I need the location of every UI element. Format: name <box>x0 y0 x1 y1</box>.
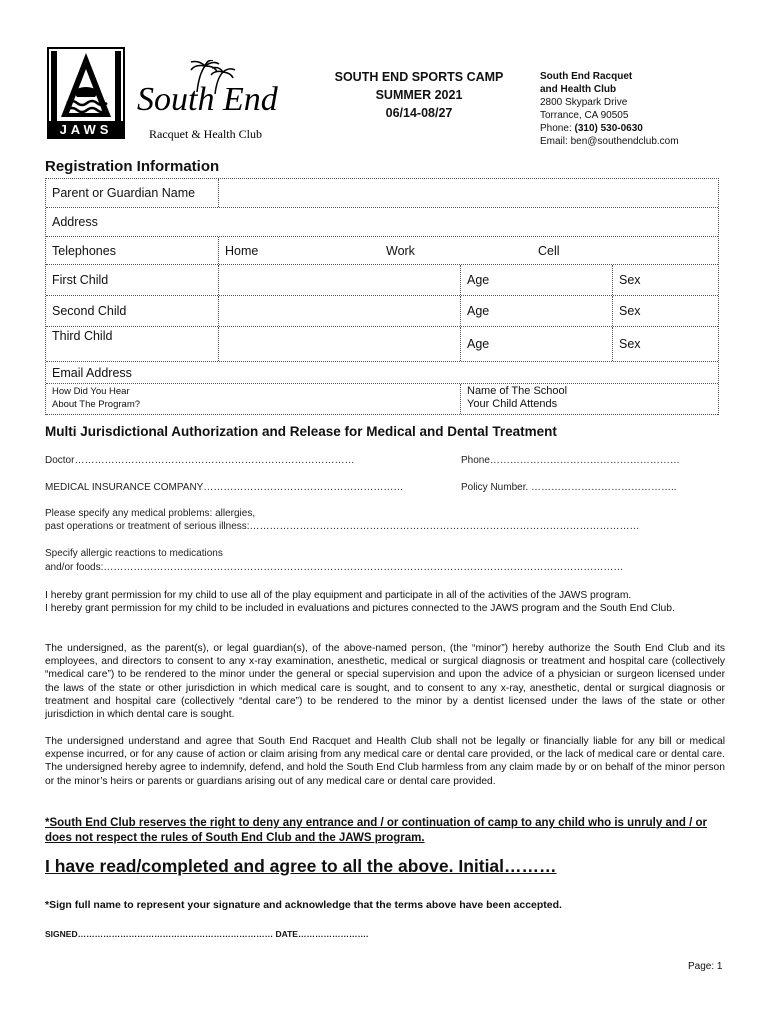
problems-line-2[interactable]: past operations or treatment of serious illness:……………………………………………………………………………………………………… <box>45 521 640 532</box>
first-child-label: First Child <box>52 273 109 287</box>
age-label: Age <box>467 304 490 318</box>
email-label: Email Address <box>52 365 132 380</box>
address-label: Address <box>52 215 98 229</box>
second-child-row <box>46 296 718 327</box>
third-child-field[interactable] <box>218 327 460 361</box>
telephones-row <box>46 237 718 265</box>
age-label: Age <box>467 273 490 287</box>
third-child-label: Third Child <box>52 329 113 343</box>
page-number: Page: 1 <box>688 961 723 972</box>
signed-date-line[interactable]: SIGNED…………………………………………………………… DATE……………………. <box>45 929 369 939</box>
camp-title: SOUTH END SPORTS CAMP <box>334 70 504 84</box>
sex-label: Sex <box>619 337 641 351</box>
home-label: Home <box>225 243 259 258</box>
doctor-line[interactable]: Doctor………………………………………………………………………… <box>45 455 355 466</box>
registration-form <box>45 178 719 415</box>
agree-initial[interactable]: I have read/completed and agree to all the above. Initial……… <box>45 856 557 876</box>
email-address: ben@southendclub.com <box>570 136 679 147</box>
work-label: Work <box>386 243 415 258</box>
phone-number: (310) 530-0630 <box>574 123 643 134</box>
phone-label: Phone: <box>540 123 572 134</box>
camp-dates: 06/14-08/27 <box>385 106 453 120</box>
club-email <box>540 135 740 148</box>
consent-paragraph: The undersigned, as the parent(s), or legal guardian(s), of the above-named person, (the “minor”) hereby authorize the South End Club and its employees, and directors to consent to any x-ray examination, anesthetic, medical or surgical diagnosis or treatment and hospital care (collectively “medical care”) to be rendered to the minor under the general or special supervision and upon the advice of a physician or surgeon licensed under the laws of the state or other jurisdiction in which medical care is sought, and to consent to any x-ray, anesthetic, dental or surgical diagnosis or treatment and hospital care (collectively “dental care”) to be rendered to the minor by a dentist licensed under the laws of the state or other jurisdiction in which dental care is sought. <box>45 643 725 721</box>
telephones-label: Telephones <box>52 243 116 258</box>
club-address-2: Torrance, CA 90505 <box>540 110 629 121</box>
how-heard-line-2: About The Program? <box>52 399 141 410</box>
second-child-label: Second Child <box>52 304 127 318</box>
south-end-logo-text: South End <box>137 81 278 118</box>
sign-full-name-note: *Sign full name to represent your signature and acknowledge that the terms above have been accepted. <box>45 899 562 911</box>
sex-label: Sex <box>619 304 641 318</box>
club-phone <box>540 122 740 135</box>
permission-paragraph <box>45 589 725 615</box>
jaws-logo-text: JAWS <box>59 122 113 137</box>
first-child-field[interactable] <box>218 265 460 295</box>
third-child-age[interactable] <box>460 327 612 361</box>
first-child-age[interactable] <box>460 265 612 295</box>
sex-label: Sex <box>619 273 641 287</box>
how-heard-field[interactable] <box>46 384 460 414</box>
parent-label: Parent or Guardian Name <box>52 186 196 200</box>
medical-title: Multi Jurisdictional Authorization and Release for Medical and Dental Treatment <box>45 424 557 439</box>
first-child-sex[interactable] <box>612 265 718 295</box>
south-end-logo <box>135 60 315 145</box>
policy-line[interactable]: Policy Number. …………………………………….. <box>461 482 677 493</box>
cell-phone-field[interactable] <box>532 237 718 264</box>
how-heard-line-1: How Did You Hear <box>52 386 130 397</box>
club-address-1: 2800 Skypark Drive <box>540 97 628 108</box>
club-name-2: and Health Club <box>540 84 617 95</box>
permission-2: I hereby grant permission for my child to be included in evaluations and pictures connected to the JAWS program and the South End Club. <box>45 603 675 615</box>
second-child-age[interactable] <box>460 296 612 326</box>
school-field[interactable] <box>460 384 718 414</box>
address-row <box>46 208 718 237</box>
registration-title: Registration Information <box>45 158 220 175</box>
camp-season: SUMMER 2021 <box>375 88 463 102</box>
work-phone-field[interactable] <box>380 237 532 264</box>
allergic-line-1: Specify allergic reactions to medications <box>45 548 223 559</box>
insurance-line[interactable]: MEDICAL INSURANCE COMPANY…………………………………………………… <box>45 482 404 493</box>
parent-field[interactable] <box>218 179 718 207</box>
how-heard-row <box>46 384 718 415</box>
doctor-phone-line[interactable]: Phone………………………………………………… <box>461 455 680 466</box>
parent-row <box>46 179 718 208</box>
school-line-2: Your Child Attends <box>467 398 558 410</box>
email-label: Email: <box>540 136 568 147</box>
third-child-sex[interactable] <box>612 327 718 361</box>
entrance-notice: *South End Club reserves the right to deny any entrance and / or continuation of camp to any child who is unruly and / or does not respect the rules of South End Club and the JAWS program. <box>45 817 707 844</box>
jaws-logo <box>47 47 125 139</box>
liability-paragraph: The undersigned understand and agree that South End Racquet and Health Club shall not be legally or financially liable for any bill or medical expense incurred, or for any cause of action or claim arising from any medical care or dental care provided, or the lack of medical care or dental care. The undersigned hereby agree to indemnify, defend, and hold the South End Club harmless from any claim made by or on behalf of the minor person or the minor’s heirs or parents or guardians arising out of any medical care or dental care provided. <box>45 736 725 787</box>
first-child-row <box>46 265 718 296</box>
camp-info <box>300 68 538 122</box>
club-contact <box>540 70 740 148</box>
problems-line-1: Please specify any medical problems: allergies, <box>45 508 256 519</box>
third-child-row <box>46 327 718 362</box>
club-name-1: South End Racquet <box>540 71 633 82</box>
home-phone-field[interactable] <box>218 237 380 264</box>
permission-1: I hereby grant permission for my child to use all of the play equipment and participate in all of the activities of the JAWS program. <box>45 590 632 601</box>
second-child-sex[interactable] <box>612 296 718 326</box>
email-row <box>46 362 718 384</box>
age-label: Age <box>467 337 490 351</box>
second-child-field[interactable] <box>218 296 460 326</box>
school-line-1: Name of The School <box>467 385 568 397</box>
cell-label: Cell <box>538 243 560 258</box>
south-end-logo-sub: Racquet & Health Club <box>149 127 262 141</box>
allergic-line-2[interactable]: and/or foods:………………………………………………………………………………………………………………………………………… <box>45 562 624 573</box>
